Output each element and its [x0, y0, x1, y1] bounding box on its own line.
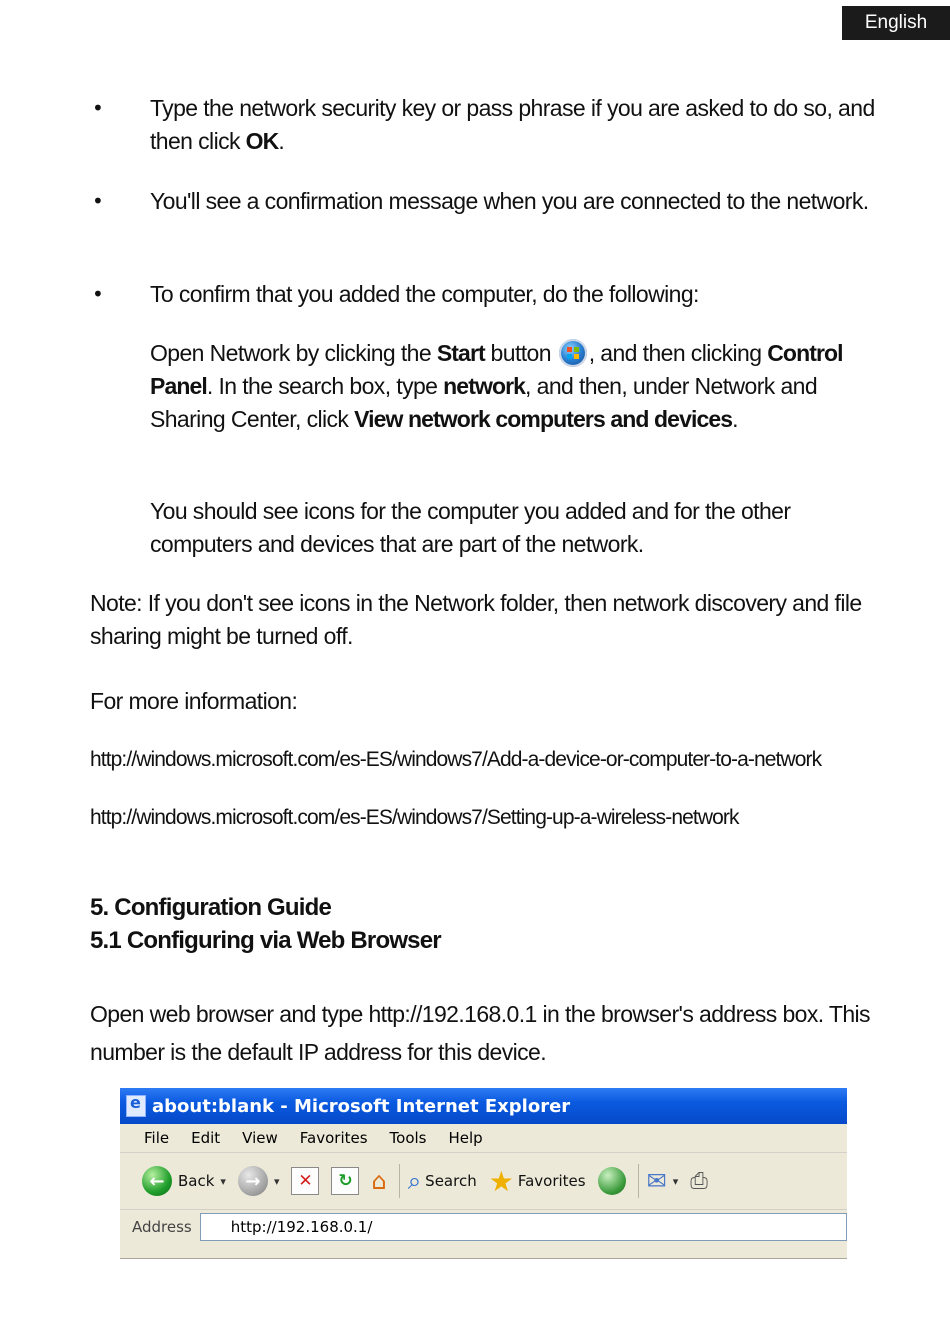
menu-edit[interactable]: Edit [191, 1129, 221, 1147]
ie-screenshot [120, 1088, 847, 1259]
home-icon: ⌂ [371, 1167, 387, 1195]
history-button[interactable] [598, 1167, 626, 1195]
toolbar-separator [638, 1164, 639, 1198]
bullet-1: Type the network security key or pass phrase if you are asked to do so, and then click OK. [150, 95, 875, 154]
ie-title-text: about:blank - Microsoft Internet Explorer [152, 1095, 571, 1117]
ie-titlebar [120, 1088, 847, 1124]
note-paragraph: Note: If you don't see icons in the Network folder, then network discovery and file sharing might be turned off. [90, 590, 862, 649]
language-tab: English [842, 6, 950, 40]
subsection-heading: 5.1 Configuring via Web Browser [90, 927, 441, 954]
link-wireless-network[interactable]: http://windows.microsoft.com/es-ES/windows7/Setting-up-a-wireless-network [90, 806, 739, 829]
star-icon: ★ [488, 1164, 514, 1198]
mail-icon: ✉ [646, 1167, 667, 1195]
chevron-down-icon: ▾ [220, 1174, 226, 1188]
menu-view[interactable]: View [242, 1129, 278, 1147]
bullet-marker: • [92, 96, 104, 120]
chevron-down-icon: ▾ [672, 1174, 679, 1188]
forward-button[interactable] [238, 1166, 280, 1196]
windows-start-icon [559, 339, 587, 367]
menu-tools[interactable]: Tools [389, 1129, 427, 1147]
stop-button[interactable] [291, 1167, 319, 1195]
mail-button[interactable] [647, 1167, 679, 1195]
home-button[interactable] [371, 1167, 386, 1195]
browser-paragraph: Open web browser and type http://192.168.0.1 in the browser's address box. This number is the default IP address for this device. [90, 1001, 870, 1065]
address-label: Address [132, 1218, 192, 1236]
bullet-2: You'll see a confirmation message when you are connected to the network. [150, 188, 869, 214]
address-input[interactable]: http://192.168.0.1/ [200, 1213, 847, 1241]
chevron-down-icon: ▾ [273, 1174, 280, 1188]
search-icon: ⌕ [407, 1167, 422, 1195]
bullet-marker: • [92, 189, 104, 213]
toolbar-separator [399, 1164, 400, 1198]
back-label: Back [178, 1172, 215, 1190]
section-heading: 5. Configuration Guide [90, 894, 332, 921]
menu-favorites[interactable]: Favorites [299, 1129, 368, 1147]
link-add-device[interactable]: http://windows.microsoft.com/es-ES/windows7/Add-a-device-or-computer-to-a-network [90, 748, 822, 771]
open-network-paragraph: Open Network by clicking the Start button , and then clicking Control Panel. In the search box, type network, and then, under Network and Sharing Center, click View network computers and devices. [150, 340, 843, 432]
ie-logo-icon [126, 1095, 146, 1117]
bullet-3: To confirm that you added the computer, do the following: [150, 281, 699, 307]
bullet-marker: • [92, 282, 104, 306]
history-icon [598, 1167, 626, 1195]
should-see-paragraph: You should see icons for the computer you added and for the other computers and devices that are part of the network. [150, 498, 791, 557]
back-arrow-icon: ← [142, 1166, 172, 1196]
ie-toolbar [120, 1153, 847, 1210]
print-button[interactable] [690, 1169, 708, 1194]
ie-menubar [120, 1124, 847, 1153]
menu-help[interactable]: Help [448, 1129, 483, 1147]
back-button[interactable] [142, 1166, 226, 1196]
more-info-label: For more information: [90, 688, 298, 714]
favorites-label: Favorites [517, 1172, 586, 1190]
stop-icon: ✕ [291, 1167, 319, 1195]
refresh-icon: ↻ [331, 1167, 359, 1195]
ie-address-bar [120, 1210, 847, 1244]
favorites-button[interactable] [489, 1165, 586, 1198]
printer-icon: ⎙ [690, 1168, 708, 1194]
forward-arrow-icon: → [238, 1166, 268, 1196]
search-button[interactable] [408, 1167, 477, 1195]
refresh-button[interactable] [331, 1167, 359, 1195]
search-label: Search [425, 1172, 477, 1190]
menu-file[interactable]: File [144, 1129, 170, 1147]
